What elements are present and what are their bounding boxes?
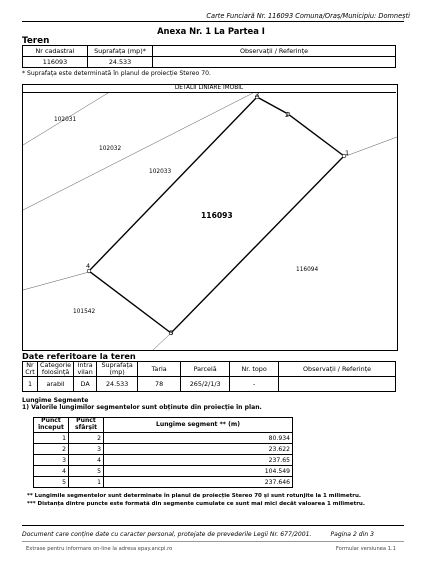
- table-row: [23, 57, 396, 68]
- page-number: Pagina 2 din 3: [330, 531, 374, 538]
- header-area: Suprafața (mp): [97, 362, 138, 377]
- cell-observations: [153, 57, 396, 68]
- header-divider: [22, 21, 404, 22]
- cell-start: 3: [34, 455, 69, 466]
- header-cadastral: Nr cadastral: [23, 46, 88, 57]
- cell-length: 23.622: [104, 444, 293, 455]
- table-row: [34, 433, 293, 444]
- cell-length: 237.65: [104, 455, 293, 466]
- segments-table: [33, 417, 293, 488]
- cell-length: 80.934: [104, 433, 293, 444]
- cell-end: 5: [69, 466, 104, 477]
- cell-area: 24.533: [97, 377, 138, 392]
- boundary-line: [346, 137, 397, 156]
- table-row: [34, 444, 293, 455]
- header-nr-topo: Nr. topo: [230, 362, 279, 377]
- cell-cadastral: 116093: [23, 57, 88, 68]
- segments-section: [22, 397, 262, 412]
- point-label-4: 4: [86, 262, 91, 270]
- segment-note-distance: *** Distanța dintre puncte este formată din segmente cumulate ce sunt mai mici decât valoarea 1 milimetru.: [27, 501, 365, 507]
- point-label-3: 3: [255, 91, 260, 99]
- cell-end: 3: [69, 444, 104, 455]
- footer-privacy-note: Document care conține date cu caracter personal, protejate de prevederile Legii Nr. 677/2001.: [22, 531, 312, 538]
- land-details-table: [22, 361, 396, 392]
- point-label-1: 1: [345, 149, 350, 157]
- cell-observations: [279, 377, 396, 392]
- section-title-land-details: Date referitoare la teren: [22, 351, 136, 361]
- table-row: [34, 477, 293, 488]
- projection-note: * Suprafața este determinată în planul de proiecție Stereo 70.: [22, 70, 211, 77]
- table-header-row: [23, 46, 396, 57]
- table-header-row: [34, 418, 293, 433]
- point-label-5: 5: [169, 329, 174, 337]
- table-row: [23, 377, 396, 392]
- header-nr-crt: Nr Crt: [23, 362, 38, 377]
- header-intravilan: Intra vilan: [74, 362, 97, 377]
- parcel-plan-frame: [22, 84, 398, 351]
- segments-subtitle: 1) Valorile lungimilor segmentelor sunt obținute din proiecție în plan.: [22, 404, 262, 412]
- cell-start: 2: [34, 444, 69, 455]
- cell-start: 1: [34, 433, 69, 444]
- boundary-line: [23, 272, 89, 290]
- parcel-number-label: 116093: [201, 211, 233, 220]
- point-label-2: 2: [285, 111, 290, 119]
- header-area: Suprafața (mp)*: [88, 46, 153, 57]
- segment-note-rounding: ** Lungimile segmentelor sunt determinate în planul de proiecție Stereo 70 și sunt rotunjite la 1 milimetru.: [27, 493, 361, 499]
- table-row: [34, 455, 293, 466]
- cell-length: 104.549: [104, 466, 293, 477]
- section-title-teren: Teren: [22, 36, 50, 46]
- neighbor-label: 102033: [149, 169, 172, 175]
- land-summary-table: [22, 45, 396, 68]
- header-category: Categorie folosință: [38, 362, 74, 377]
- neighbor-label: 116094: [296, 267, 319, 273]
- cell-start: 4: [34, 466, 69, 477]
- parcel-plan-drawing: [23, 85, 397, 350]
- header-parcela: Parcelă: [181, 362, 230, 377]
- table-row: [34, 466, 293, 477]
- segments-title: Lungime Segmente: [22, 397, 89, 404]
- cell-intravilan: DA: [74, 377, 97, 392]
- footer-divider: [22, 525, 404, 526]
- header-observations: Observații / Referințe: [153, 46, 396, 57]
- cell-end: 4: [69, 455, 104, 466]
- document-header-reference: Carte Funciară Nr. 116093 Comuna/Oraș/Municipiu: Domnești: [206, 12, 410, 20]
- header-observations: Observații / Referințe: [279, 362, 396, 377]
- footer-divider-secondary: [22, 541, 404, 542]
- header-end-point: Punct sfârșit: [69, 418, 104, 433]
- plan-title: DETALII LINIARE IMOBIL: [22, 84, 396, 93]
- cell-length: 237.646: [104, 477, 293, 488]
- header-start-point: Punct început: [34, 418, 69, 433]
- cell-area: 24.533: [88, 57, 153, 68]
- cell-start: 5: [34, 477, 69, 488]
- annex-title: Anexa Nr. 1 La Partea I: [157, 26, 265, 36]
- cell-end: 1: [69, 477, 104, 488]
- header-tarla: Tarla: [138, 362, 181, 377]
- cell-category: arabil: [38, 377, 74, 392]
- form-version: Formular versiunea 1.1: [335, 546, 396, 552]
- cell-nr-crt: 1: [23, 377, 38, 392]
- table-header-row: [23, 362, 396, 377]
- cell-parcela: 265/2/1/3: [181, 377, 230, 392]
- footer-online-info: Extrase pentru informare on-line la adresa epay.ancpi.ro: [26, 546, 173, 552]
- segment-notes: [27, 492, 365, 508]
- header-segment-length: Lungime segment ** (m): [104, 418, 293, 433]
- boundary-line: [23, 93, 253, 210]
- cell-tarla: 78: [138, 377, 181, 392]
- cell-end: 2: [69, 433, 104, 444]
- cell-nr-topo: -: [230, 377, 279, 392]
- neighbor-label: 101542: [73, 309, 96, 315]
- neighbor-label: 102031: [54, 117, 77, 123]
- neighbor-label: 102032: [99, 146, 122, 152]
